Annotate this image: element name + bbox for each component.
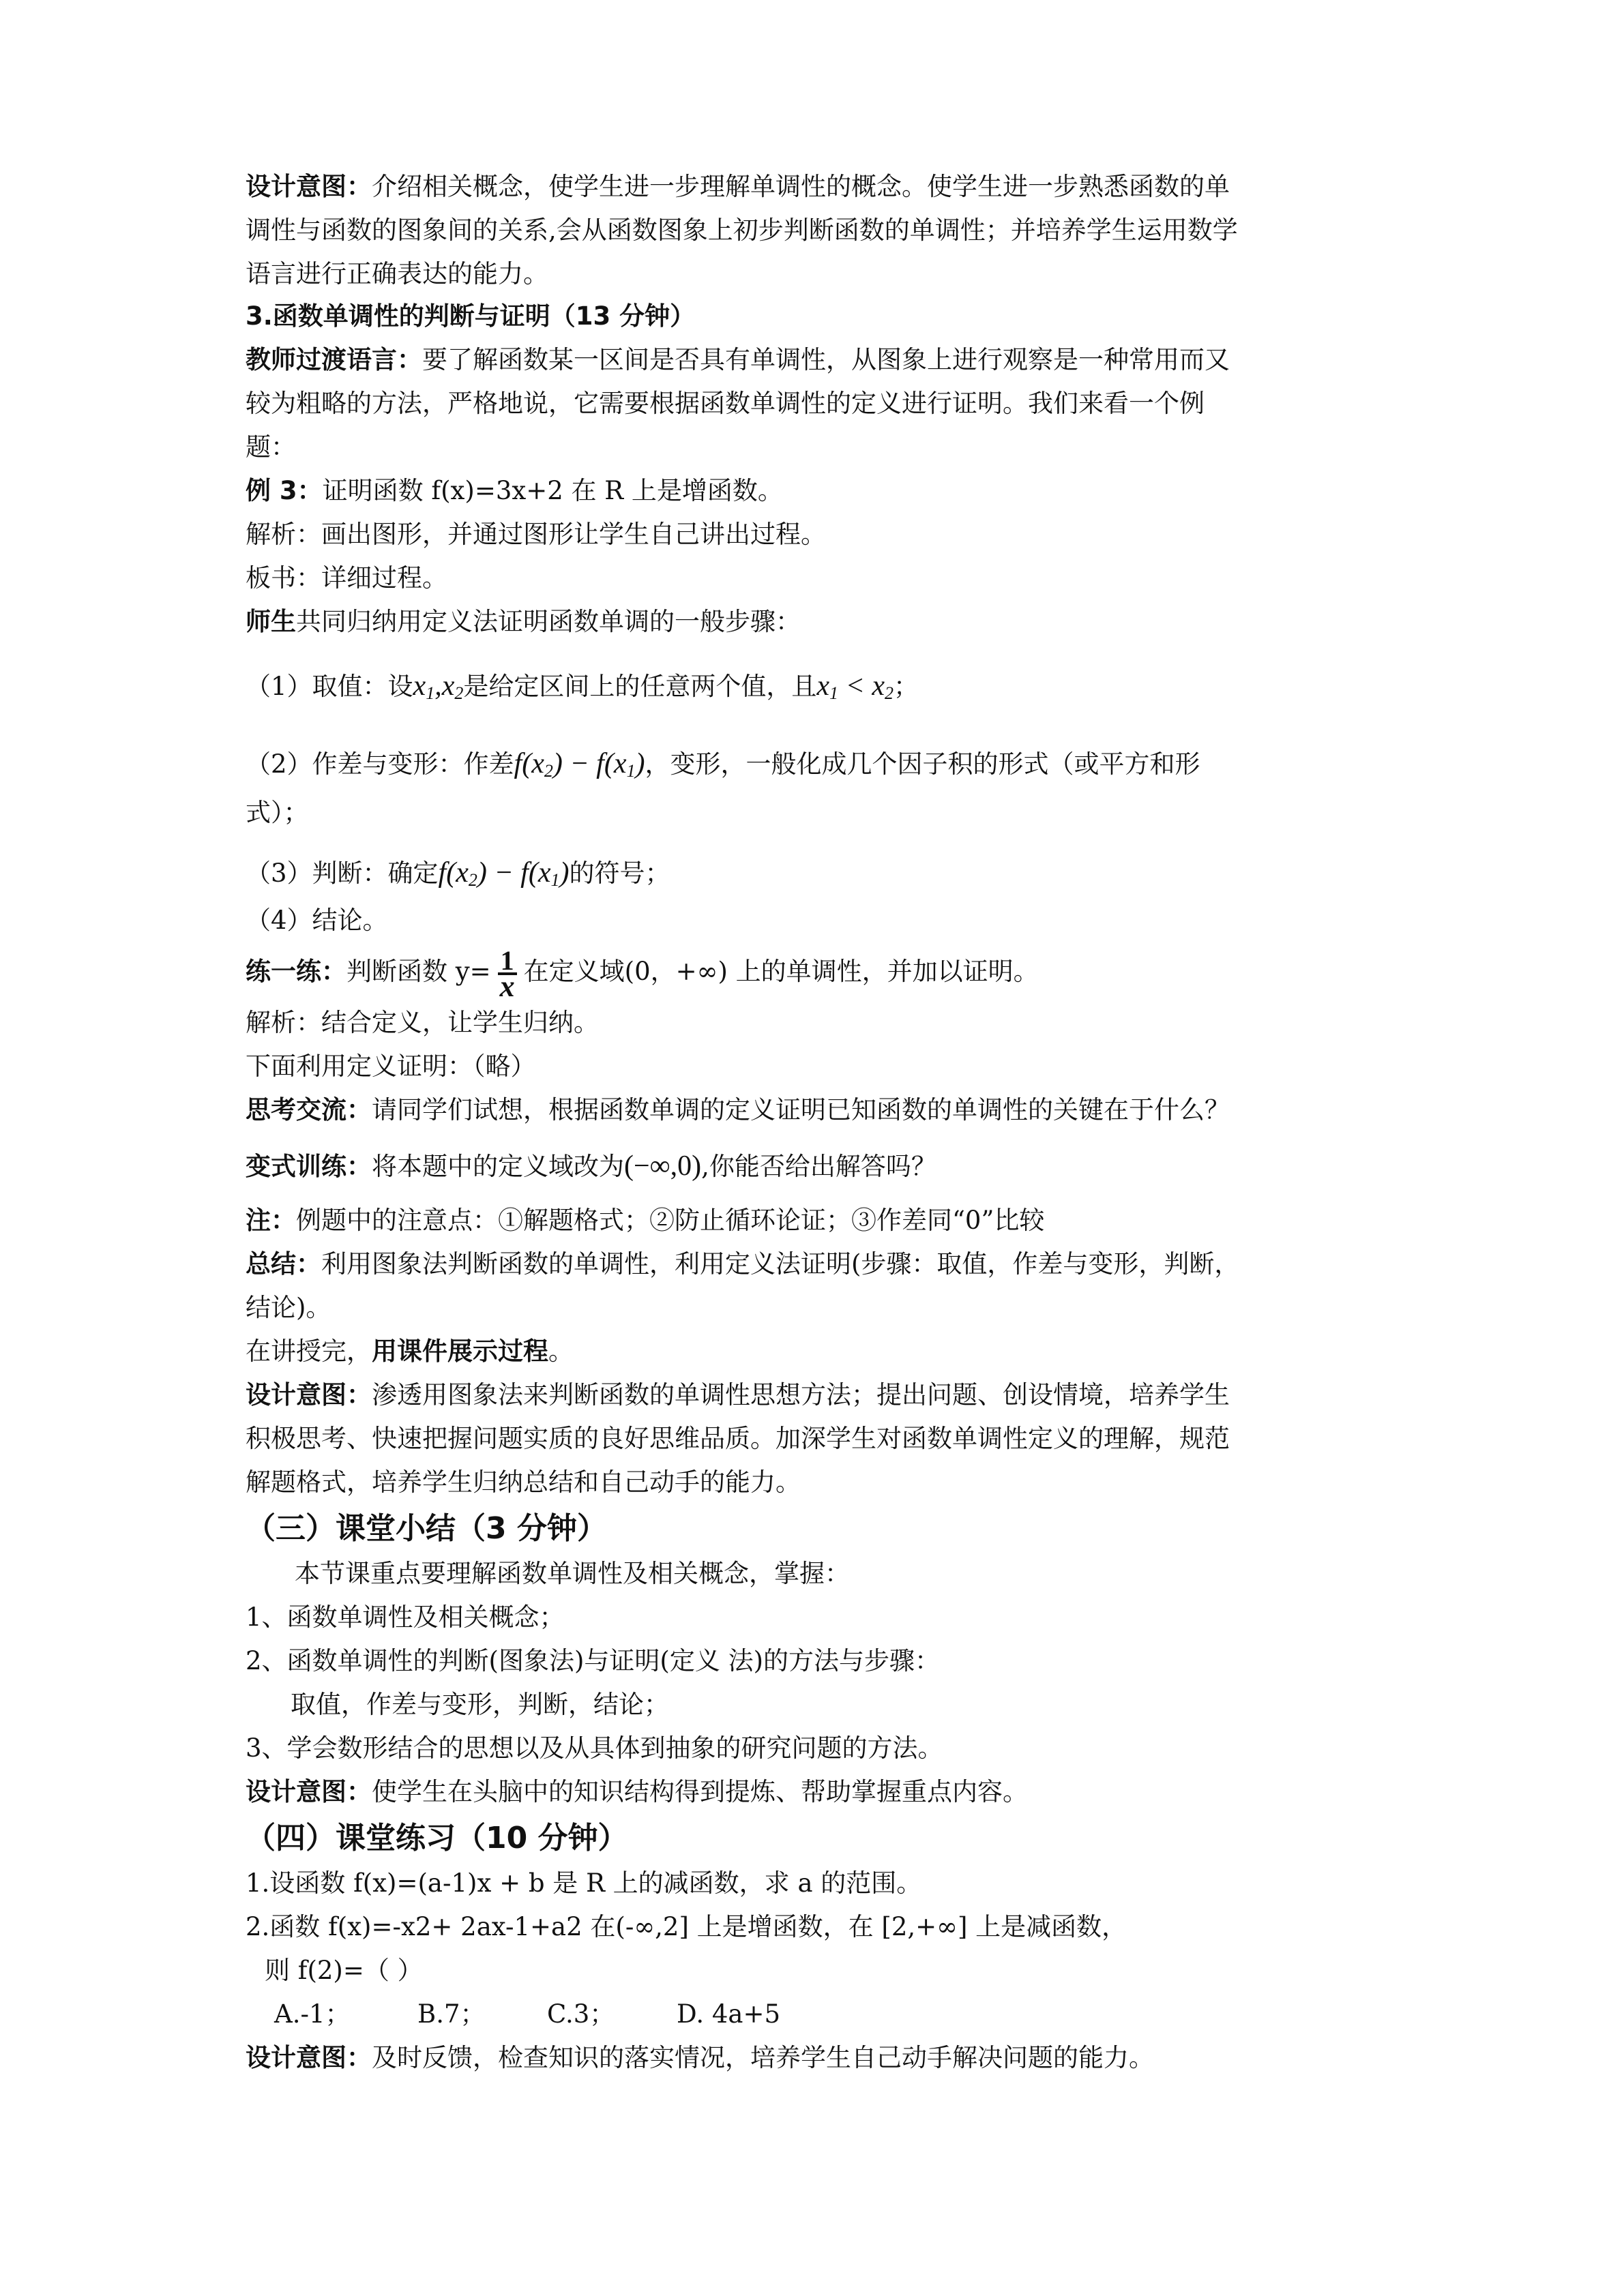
formula-x1-lt-x2: $x_1 < x_2$: [816, 670, 894, 703]
step-3: （3）判断：确定$f(x_2) - f(x_1)$的符号；: [246, 857, 670, 890]
summary-item-2: 2、函数单调性的判断(图象法)与证明(定义 法)的方法与步骤：: [246, 1646, 941, 1675]
design-intent-1: 设计意图：介绍相关概念，使学生进一步理解单调性的概念。使学生进一步熟悉函数的单: [246, 172, 1230, 201]
design-intent-2-line2: 积极思考、快速把握问题实质的良好思维品质。加深学生对函数单调性定义的理解，规范: [246, 1424, 1230, 1453]
formula-difference-sign: $f(x_2) - f(x_1)$: [438, 857, 570, 890]
summary-intro: 本节课重点要理解函数单调性及相关概念，掌握：: [295, 1559, 850, 1588]
section-practice-heading: （四）课堂练习（10 分钟）: [246, 1821, 628, 1855]
teacher-transition-line2: 较为粗略的方法，严格地说，它需要根据函数单调性的定义进行证明。我们来看一个例: [246, 389, 1205, 418]
exercise-2: 2.函数 f(x)=-x2+ 2ax-1+a2 在(-∞,2] 上是增函数，在 [2,+∞] 上是减函数，: [246, 1912, 1127, 1941]
step-2-line2: 式）；: [246, 798, 309, 827]
practice-exercise: 练一练：判断函数 y= $\frac{1}{x}$ 在定义域(0，+∞) 上的单调性，并加以证明。: [246, 944, 1039, 1003]
proof-note: 下面利用定义证明：（略）: [246, 1052, 536, 1081]
teacher-transition-line3: 题：: [246, 432, 296, 462]
steps-intro: 师生共同归纳用定义法证明函数单调的一般步骤：: [246, 607, 801, 636]
section3-heading: 3.函数单调性的判断与证明（13 分钟）: [246, 301, 696, 331]
conclusion: 总结：利用图象法判断函数的单调性，利用定义法证明(步骤：取值，作差与变形，判断，: [246, 1249, 1240, 1279]
summary-item-2-steps: 取值，作差与变形，判断，结论；: [291, 1690, 669, 1719]
section-summary-heading: （三）课堂小结（3 分钟）: [246, 1511, 607, 1546]
design-intent-3: 设计意图：使学生在头脑中的知识结构得到提炼、帮助掌握重点内容。: [246, 1777, 1028, 1806]
step-2: （2）作差与变形：作差$f(x_2) - f(x_1)$，变形，一般化成几个因子积的形式（或平方和形: [246, 748, 1200, 781]
formula-x1-x2: $x_1,x_2$: [413, 670, 464, 703]
courseware-line: 在讲授完，用课件展示过程。: [246, 1337, 574, 1366]
exercise-1: 1.设函数 f(x)=(a-1)x + b 是 R 上的减函数，求 a 的范围。: [246, 1868, 922, 1898]
design-intent-4: 设计意图：及时反馈，检查知识的落实情况，培养学生自己动手解决问题的能力。: [246, 2043, 1154, 2072]
fraction-1-over-x: $\frac{1}{x}$: [498, 949, 517, 998]
teacher-transition: 教师过渡语言：要了解函数某一区间是否具有单调性，从图象上进行观察是一种常用而又: [246, 345, 1230, 374]
formula-difference: $f(x_2) - f(x_1)$: [514, 748, 645, 781]
analysis-1: 解析：画出图形，并通过图形让学生自己讲出过程。: [246, 520, 826, 549]
design-intent-1-line2: 调性与函数的图象间的关系,会从函数图象上初步判断函数的单调性；并培养学生运用数学: [246, 215, 1238, 245]
design-intent-2-line3: 解题格式，培养学生归纳总结和自己动手的能力。: [246, 1467, 801, 1497]
design-intent-1-line3: 语言进行正确表达的能力。: [246, 259, 548, 288]
option-b: B.7；: [417, 1999, 486, 2029]
design-intent-2: 设计意图：渗透用图象法来判断函数的单调性思想方法；提出问题、创设情境，培养学生: [246, 1380, 1230, 1410]
think-discuss: 思考交流：请同学们试想，根据函数单调的定义证明已知函数的单调性的关键在于什么？: [246, 1095, 1230, 1124]
conclusion-line2: 结论)。: [246, 1293, 331, 1322]
option-a: A.-1；: [274, 1999, 351, 2029]
variant-training: 变式训练：将本题中的定义域改为(−∞,0),你能否给出解答吗？: [246, 1150, 936, 1182]
summary-item-3: 3、学会数形结合的思想以及从具体到抽象的研究问题的方法。: [246, 1733, 943, 1763]
interval-neg-inf-0: (−∞,0): [624, 1150, 702, 1182]
board-notes: 板书：详细过程。: [246, 563, 447, 593]
step-1: （1）取值：设$x_1,x_2$是给定区间上的任意两个值，且$x_1 < x_2$；: [246, 670, 919, 703]
step-4: （4）结论。: [246, 906, 388, 935]
example-3: 例 3：证明函数 f(x)=3x+2 在 R 上是增函数。: [246, 476, 783, 505]
option-d: D. 4a+5: [677, 1999, 781, 2029]
exercise-2-question: 则 f(2)=（ ）: [265, 1956, 423, 1985]
option-c: C.3；: [547, 1999, 615, 2029]
exercise-2-options: [274, 1998, 888, 2031]
note: 注：例题中的注意点：①解题格式；②防止循环论证；③作差同“0”比较: [246, 1206, 1045, 1235]
analysis-2: 解析：结合定义，让学生归纳。: [246, 1008, 599, 1037]
summary-item-1: 1、函数单调性及相关概念；: [246, 1602, 565, 1632]
